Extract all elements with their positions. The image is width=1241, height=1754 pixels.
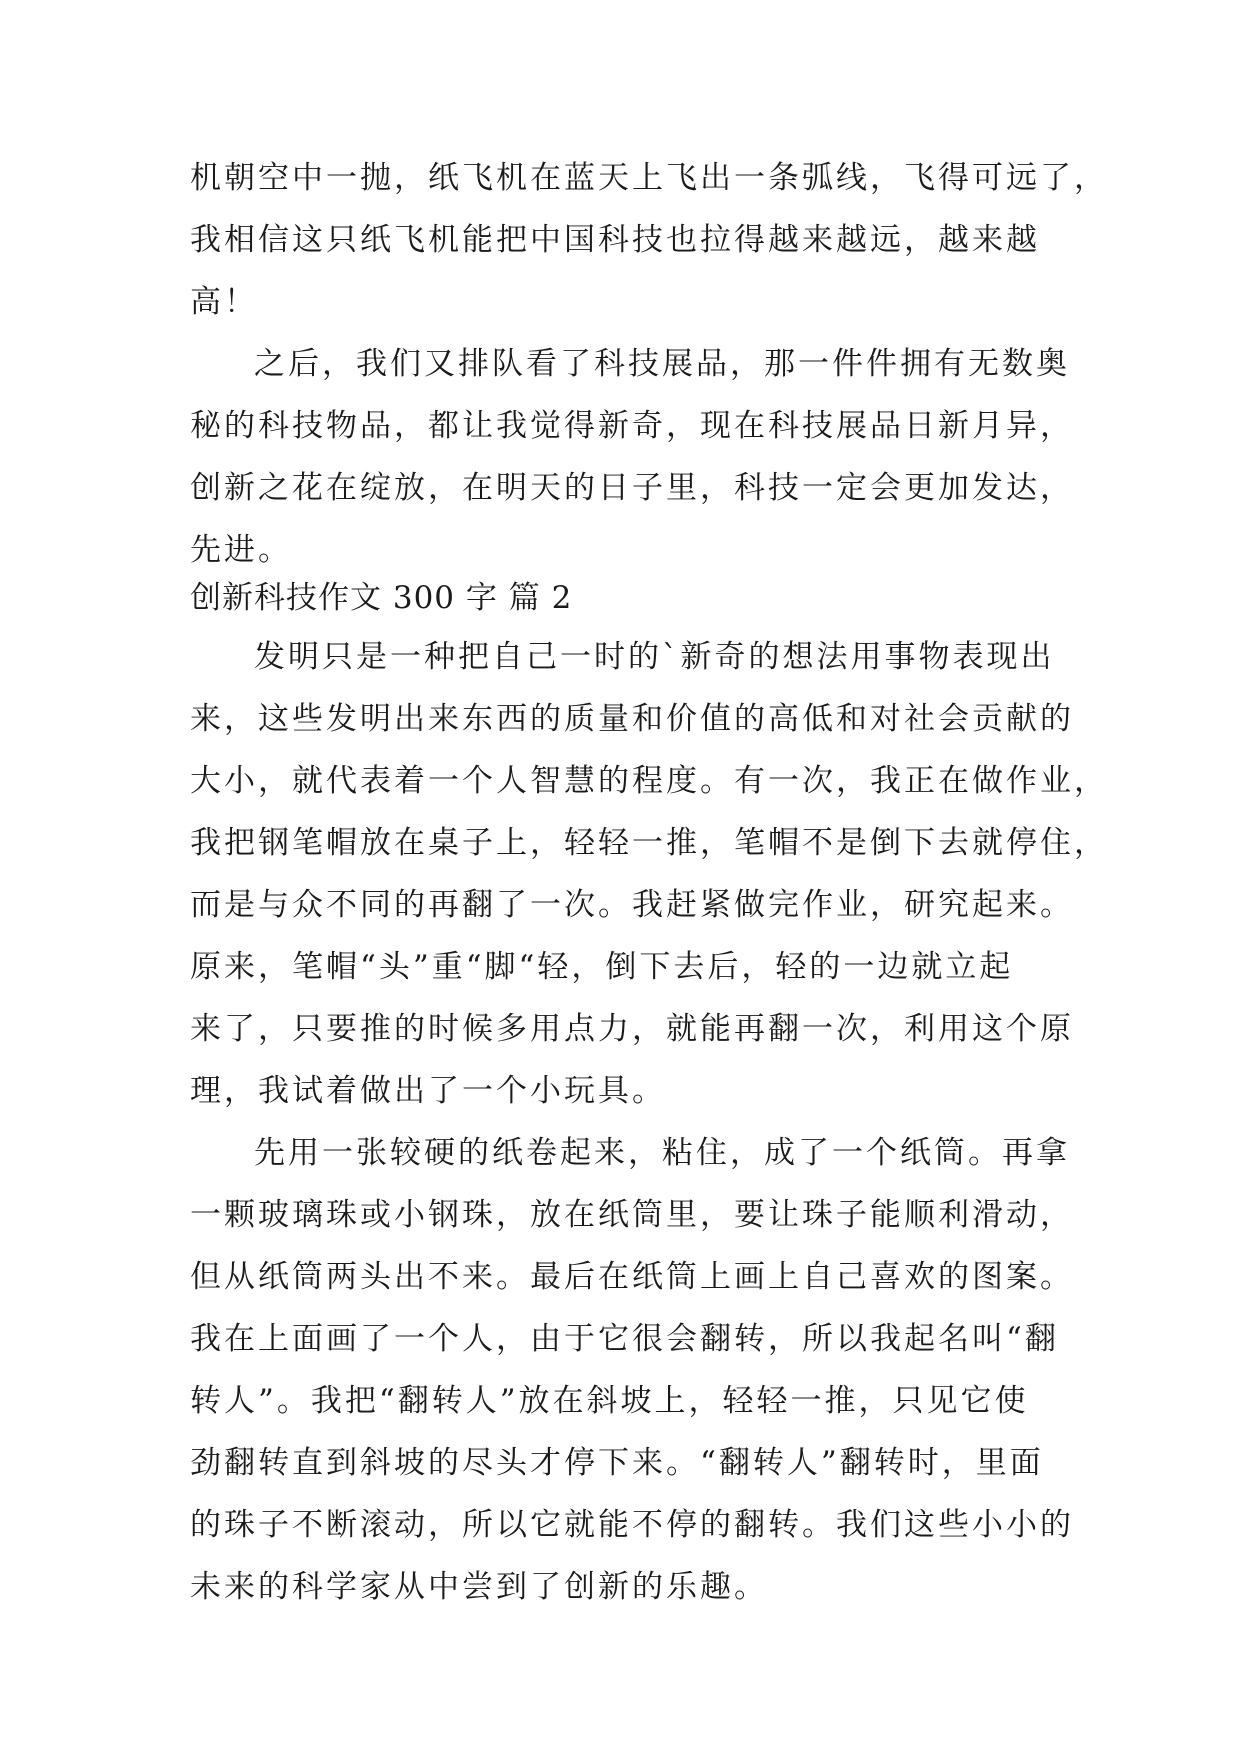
text-line: 劲翻转直到斜坡的尽头才停下来。“翻转人”翻转时，里面 — [190, 1445, 1044, 1481]
text-line: 原来，笔帽“头”重“脚“轻，倒下去后，轻的一边就立起 — [190, 949, 1014, 985]
text-line: 我把钢笔帽放在桌子上，轻轻一推，笔帽不是倒下去就停住， — [190, 825, 1108, 861]
text-line: 的珠子不断滚动，所以它就能不停的翻转。我们这些小小的 — [190, 1507, 1074, 1543]
text-line: 我相信这只纸飞机能把中国科技也拉得越来越远，越来越 — [190, 222, 1040, 258]
text-line: 发明只是一种把自己一时的`新奇的想法用事物表现出 — [254, 639, 1055, 675]
text-line: 未来的科学家从中尝到了创新的乐趣。 — [190, 1569, 768, 1605]
text-line: 之后，我们又排队看了科技展品，那一件件拥有无数奥 — [254, 346, 1070, 382]
text-line: 秘的科技物品，都让我觉得新奇，现在科技展品日新月异， — [190, 408, 1074, 444]
text-line: 理，我试着做出了一个小玩具。 — [190, 1073, 666, 1109]
section-heading: 创新科技作文 300 字 篇 2 — [190, 580, 573, 616]
text-line: 来，这些发明出来东西的质量和价值的高低和对社会贡献的 — [190, 701, 1074, 737]
text-line: 但从纸筒两头出不来。最后在纸筒上画上自己喜欢的图案。 — [190, 1259, 1074, 1295]
text-line: 先用一张较硬的纸卷起来，粘住，成了一个纸筒。再拿 — [254, 1135, 1070, 1171]
text-line: 机朝空中一抛，纸飞机在蓝天上飞出一条弧线，飞得可远了， — [190, 160, 1108, 196]
text-line: 大小，就代表着一个人智慧的程度。有一次，我正在做作业， — [190, 763, 1108, 799]
text-line: 一颗玻璃珠或小钢珠，放在纸筒里，要让珠子能顺利滑动， — [190, 1197, 1074, 1233]
text-line: 来了，只要推的时候多用点力，就能再翻一次，利用这个原 — [190, 1011, 1074, 1047]
text-line: 而是与众不同的再翻了一次。我赶紧做完作业，研究起来。 — [190, 887, 1074, 923]
text-line: 先进。 — [190, 532, 292, 568]
text-line: 我在上面画了一个人，由于它很会翻转，所以我起名叫“翻 — [190, 1321, 1059, 1357]
text-line: 转人”。我把“翻转人”放在斜坡上，轻轻一推，只见它使 — [190, 1383, 1029, 1419]
text-line: 创新之花在绽放，在明天的日子里，科技一定会更加发达， — [190, 470, 1074, 506]
text-line: 高！ — [190, 284, 258, 320]
